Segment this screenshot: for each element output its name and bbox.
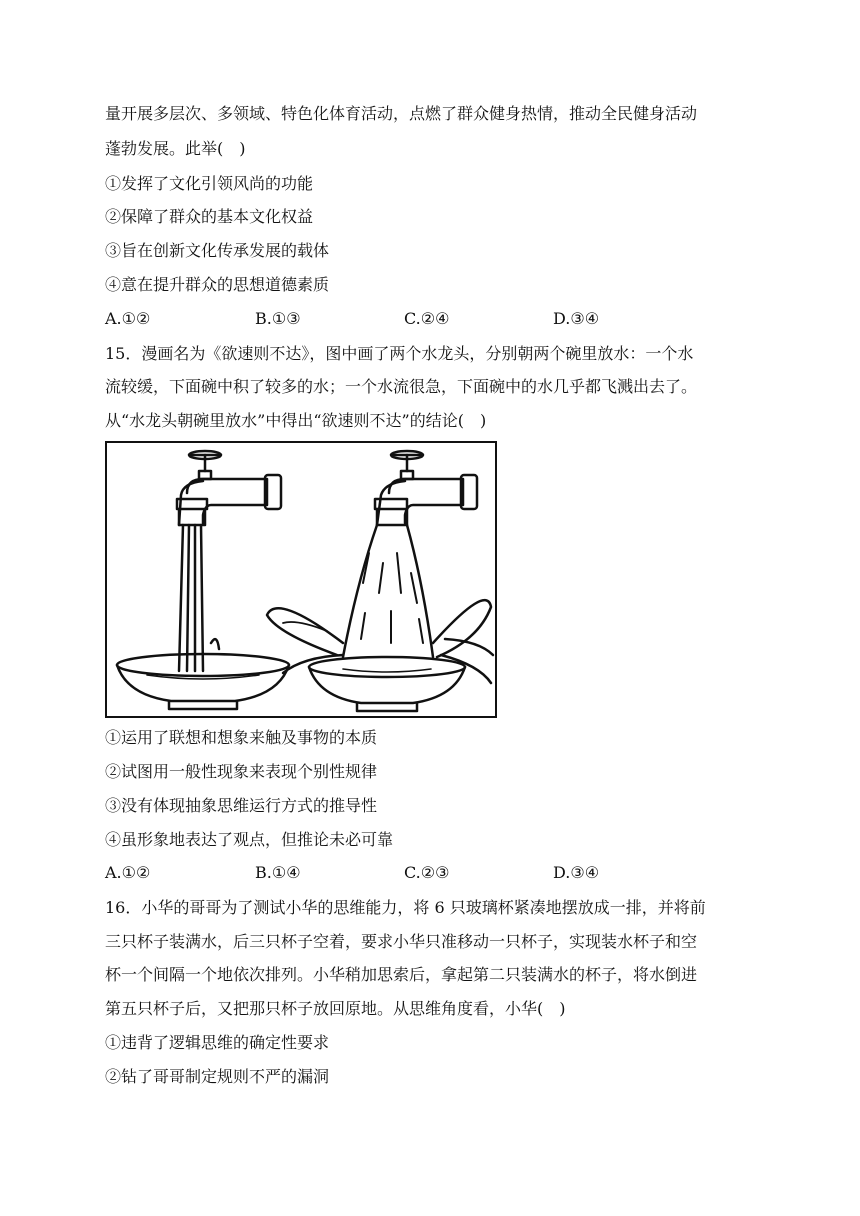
q15-option-c: C.②③ — [404, 863, 450, 882]
q15-stem-line-3: 从“水龙头朝碗里放水”中得出“欲速则不达”的结论( ) — [105, 411, 487, 430]
q15-item-2: ②试图用一般性现象来表现个别性规律 — [105, 762, 378, 781]
q15-item-1: ①运用了联想和想象来触及事物的本质 — [105, 728, 378, 747]
q15-option-b: B.①④ — [255, 863, 301, 882]
q15-option-a: A.①② — [105, 863, 151, 882]
q16-stem-line-4: 第五只杯子后，又把那只杯子放回原地。从思维角度看，小华( ) — [105, 999, 566, 1018]
faucet-cartoon-drawing — [107, 443, 495, 716]
q15-stem-line-2: 流较缓，下面碗中积了较多的水；一个水流很急，下面碗中的水几乎都飞溅出去了。 — [105, 377, 698, 396]
q14-option-c: C.②④ — [404, 309, 450, 328]
q16-item-1: ①违背了逻辑思维的确定性要求 — [105, 1033, 330, 1052]
q14-stem-line-2: 蓬勃发展。此举( ) — [105, 139, 246, 158]
q15-stem-line-1: 15．漫画名为《欲速则不达》，图中画了两个水龙头，分别朝两个碗里放水：一个水 — [105, 344, 694, 363]
q16-stem-line-1: 16．小华的哥哥为了测试小华的思维能力，将 6 只玻璃杯紧凑地摆放成一排，并将前 — [105, 898, 706, 917]
left-water-stream — [179, 525, 219, 671]
q14-option-a: A.①② — [105, 309, 151, 328]
q14-option-d: D.③④ — [553, 309, 600, 328]
right-faucet — [375, 451, 477, 525]
q15-option-d: D.③④ — [553, 863, 600, 882]
q14-item-1: ①发挥了文化引领风尚的功能 — [105, 174, 314, 193]
q16-stem-line-2: 三只杯子装满水，后三只杯子空着，要求小华只准移动一只杯子，实现装水杯子和空 — [105, 932, 698, 951]
q15-item-3: ③没有体现抽象思维运行方式的推导性 — [105, 796, 378, 815]
right-water-stream — [343, 525, 433, 657]
q14-stem-line-1: 量开展多层次、多领域、特色化体育活动，点燃了群众健身热情，推动全民健身活动 — [105, 104, 698, 123]
q16-stem-line-3: 杯一个间隔一个地依次排列。小华稍加思索后，拿起第二只装满水的杯子，将水倒进 — [105, 965, 698, 984]
left-faucet — [177, 451, 281, 525]
q14-item-2: ②保障了群众的基本文化权益 — [105, 207, 314, 226]
q14-item-4: ④意在提升群众的思想道德素质 — [105, 275, 330, 294]
q16-item-2: ②钻了哥哥制定规则不严的漏洞 — [105, 1067, 330, 1086]
cartoon-two-faucets-image — [105, 441, 497, 718]
right-bowl — [309, 657, 465, 711]
q14-item-3: ③旨在创新文化传承发展的载体 — [105, 241, 330, 260]
q15-item-4: ④虽形象地表达了观点，但推论未必可靠 — [105, 830, 394, 849]
q14-option-b: B.①③ — [255, 309, 301, 328]
